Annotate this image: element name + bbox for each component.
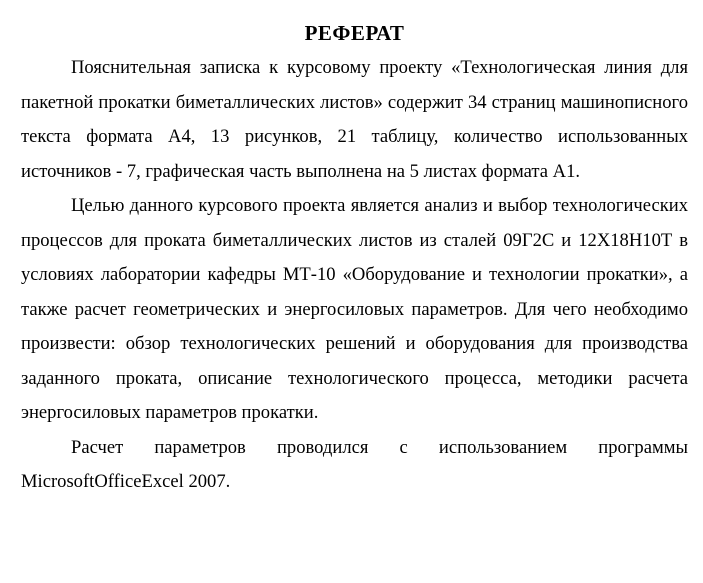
paragraph-summary: Пояснительная записка к курсовому проекту «Технологическая линия для пакетной прокатки биметаллических листов» содержит 34 страниц машинописного текста формата А4, 13 рисунков, 21 таблицу, количество использованных источников - 7, графическая часть выполнена на 5 листах формата А1. <box>21 57 688 182</box>
paragraph-goal: Целью данного курсового проекта является анализ и выбор технологических процессов для проката биметаллических листов из сталей 09Г2С и 12Х18Н10Т в условиях лаборатории кафедры МТ-10 «Оборудование и технологии прокатки», а также расчет геометрических и энергосиловых параметров. Для чего необходимо произвести: обзор технологических решений и оборудования для производства заданного проката, описание технологического процесса, методики расчета энергосиловых параметров прокатки. <box>21 195 688 423</box>
paragraph-software: Расчет параметров проводился с использованием программы MicrosoftOfficeExcel 2007. <box>21 436 688 492</box>
document-page <box>21 18 688 500</box>
document-title: РЕФЕРАТ <box>304 21 405 45</box>
